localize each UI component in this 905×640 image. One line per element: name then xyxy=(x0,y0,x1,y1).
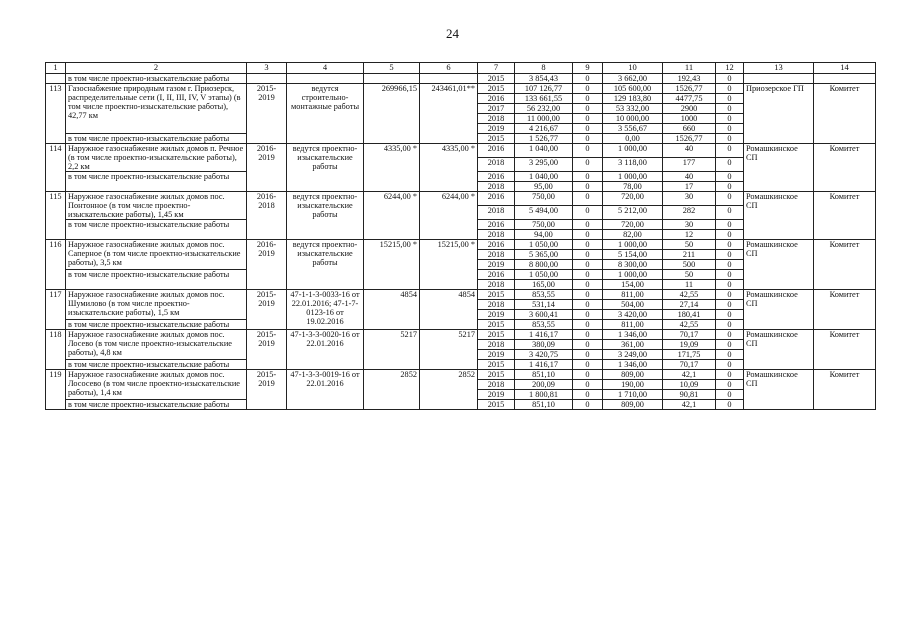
row-number-cell: 115 xyxy=(46,192,66,240)
local-cell: 90,81 xyxy=(663,390,716,400)
table-row xyxy=(46,84,876,94)
col-header: 8 xyxy=(515,63,573,74)
regional-cell: 3 556,67 xyxy=(603,124,663,134)
row-number-cell: 114 xyxy=(46,144,66,192)
total-cell: 107 126,77 xyxy=(515,84,573,94)
year-cell: 2015 xyxy=(478,84,515,94)
federal-cell: 0 xyxy=(573,280,603,290)
regional-cell: 10 000,00 xyxy=(603,114,663,124)
other-cell: 0 xyxy=(716,84,744,94)
remain-cell: 2852 xyxy=(420,370,478,410)
federal-cell: 0 xyxy=(573,172,603,182)
subtotal-label: в том числе проектно-изыскательские работы xyxy=(66,400,247,410)
total-cell: 56 232,00 xyxy=(515,104,573,114)
total-cell: 200,09 xyxy=(515,380,573,390)
subtotal-label: в том числе проектно-изыскательские работы xyxy=(66,320,247,330)
federal-cell: 0 xyxy=(573,350,603,360)
project-name-cell: Наружное газоснабжение жилых домов п. Речное (в том числе проектно-изыскательские работы), 2,2 км xyxy=(66,144,247,172)
regional-cell: 1 000,00 xyxy=(603,172,663,182)
federal-cell: 0 xyxy=(573,370,603,380)
year-cell: 2019 xyxy=(478,350,515,360)
federal-cell: 0 xyxy=(573,320,603,330)
local-cell: 42,1 xyxy=(663,400,716,410)
customer-cell: Комитет xyxy=(814,370,876,410)
local-cell: 180,41 xyxy=(663,310,716,320)
total-cell: 750,00 xyxy=(515,192,573,206)
row-number-cell: 118 xyxy=(46,330,66,370)
subtotal-label: в том числе проектно-изыскательские работы xyxy=(66,172,247,192)
col-header: 13 xyxy=(744,63,814,74)
other-cell: 0 xyxy=(716,270,744,280)
regional-cell: 3 118,00 xyxy=(603,158,663,172)
local-cell: 50 xyxy=(663,270,716,280)
settlement-cell: Ромашкинское СП xyxy=(744,240,814,290)
status-cell: 47-1-1-3-0033-16 от 22.01.2016; 47-1-7-0123-16 от 19.02.2016 xyxy=(287,290,364,330)
local-cell: 30 xyxy=(663,192,716,206)
year-cell: 2016 xyxy=(478,240,515,250)
settlement-cell: Ромашкинское СП xyxy=(744,330,814,370)
other-cell: 0 xyxy=(716,192,744,206)
local-cell: 40 xyxy=(663,144,716,158)
table-row xyxy=(46,370,876,380)
other-cell: 0 xyxy=(716,104,744,114)
year-cell: 2018 xyxy=(478,230,515,240)
other-cell: 0 xyxy=(716,260,744,270)
row-number-cell: 117 xyxy=(46,290,66,330)
project-name-cell: Наружное газоснабжение жилых домов пос. Саперное (в том числе проектно-изыскательские работы), 3,5 км xyxy=(66,240,247,270)
regional-cell: 811,00 xyxy=(603,320,663,330)
regional-cell: 504,00 xyxy=(603,300,663,310)
total-cell: 3 600,41 xyxy=(515,310,573,320)
total-cell: 5 365,00 xyxy=(515,250,573,260)
col-header: 3 xyxy=(247,63,287,74)
local-cell: 211 xyxy=(663,250,716,260)
empty-cell xyxy=(814,74,876,84)
local-cell: 1526,77 xyxy=(663,84,716,94)
table-row xyxy=(46,192,876,206)
year-cell: 2015 xyxy=(478,290,515,300)
regional-cell: 53 332,00 xyxy=(603,104,663,114)
customer-cell: Комитет xyxy=(814,192,876,240)
total-cell: 1 050,00 xyxy=(515,270,573,280)
year-cell: 2015 xyxy=(478,320,515,330)
other-cell: 0 xyxy=(716,280,744,290)
local-cell: 27,14 xyxy=(663,300,716,310)
cost-cell: 4854 xyxy=(364,290,420,330)
settlement-cell: Ромашкинское СП xyxy=(744,370,814,410)
year-cell: 2018 xyxy=(478,340,515,350)
federal-cell: 0 xyxy=(573,340,603,350)
total-cell: 3 854,43 xyxy=(515,74,573,84)
federal-cell: 0 xyxy=(573,220,603,230)
cost-cell: 6244,00 * xyxy=(364,192,420,240)
status-cell: ведутся проектно-изыскательские работы xyxy=(287,240,364,290)
col-header: 4 xyxy=(287,63,364,74)
project-name-cell: Наружное газоснабжение жилых домов пос. Лососево (в том числе проектно-изыскательские работы), 1,4 км xyxy=(66,370,247,400)
other-cell: 0 xyxy=(716,172,744,182)
other-cell: 0 xyxy=(716,182,744,192)
total-cell: 94,00 xyxy=(515,230,573,240)
table-row xyxy=(46,240,876,250)
total-cell: 165,00 xyxy=(515,280,573,290)
customer-cell: Комитет xyxy=(814,84,876,144)
col-header: 7 xyxy=(478,63,515,74)
cost-cell: 269966,15 xyxy=(364,84,420,144)
regional-cell: 1 000,00 xyxy=(603,270,663,280)
total-cell: 11 000,00 xyxy=(515,114,573,124)
cost-cell: 15215,00 * xyxy=(364,240,420,290)
regional-cell: 154,00 xyxy=(603,280,663,290)
local-cell: 192,43 xyxy=(663,74,716,84)
federal-cell: 0 xyxy=(573,84,603,94)
local-cell: 42,55 xyxy=(663,320,716,330)
other-cell: 0 xyxy=(716,360,744,370)
other-cell: 0 xyxy=(716,330,744,340)
remain-cell: 4854 xyxy=(420,290,478,330)
regional-cell: 1 710,00 xyxy=(603,390,663,400)
row-number-cell: 116 xyxy=(46,240,66,290)
year-cell: 2018 xyxy=(478,206,515,220)
row-number-cell: 119 xyxy=(46,370,66,410)
federal-cell: 0 xyxy=(573,290,603,300)
regional-cell: 0,00 xyxy=(603,134,663,144)
local-cell: 171,75 xyxy=(663,350,716,360)
empty-cell xyxy=(364,74,420,84)
regional-cell: 809,00 xyxy=(603,370,663,380)
other-cell: 0 xyxy=(716,124,744,134)
year-cell: 2019 xyxy=(478,310,515,320)
regional-cell: 129 183,80 xyxy=(603,94,663,104)
local-cell: 2900 xyxy=(663,104,716,114)
total-cell: 851,10 xyxy=(515,400,573,410)
federal-cell: 0 xyxy=(573,330,603,340)
settlement-cell: Приозерское ГП xyxy=(744,84,814,144)
cost-cell: 2852 xyxy=(364,370,420,410)
federal-cell: 0 xyxy=(573,310,603,320)
year-cell: 2016 xyxy=(478,192,515,206)
total-cell: 380,09 xyxy=(515,340,573,350)
federal-cell: 0 xyxy=(573,400,603,410)
other-cell: 0 xyxy=(716,310,744,320)
year-cell: 2016 xyxy=(478,144,515,158)
year-cell: 2016 xyxy=(478,220,515,230)
page-number: 24 xyxy=(446,26,459,41)
other-cell: 0 xyxy=(716,380,744,390)
col-header: 2 xyxy=(66,63,247,74)
table-row xyxy=(46,290,876,300)
regional-cell: 1 346,00 xyxy=(603,330,663,340)
subtotal-label: в том числе проектно-изыскательские работы xyxy=(66,360,247,370)
regional-cell: 5 154,00 xyxy=(603,250,663,260)
year-cell: 2019 xyxy=(478,390,515,400)
remain-cell: 4335,00 * xyxy=(420,144,478,192)
local-cell: 660 xyxy=(663,124,716,134)
federal-cell: 0 xyxy=(573,124,603,134)
year-cell: 2015 xyxy=(478,134,515,144)
investment-table xyxy=(45,62,876,410)
other-cell: 0 xyxy=(716,340,744,350)
subtotal-label: в том числе проектно-изыскательские работы xyxy=(66,74,247,84)
local-cell: 1000 xyxy=(663,114,716,124)
year-cell: 2016 xyxy=(478,94,515,104)
project-name-cell: Наружное газоснабжение жилых домов пос. Лосево (в том числе проектно-изыскательские работы), 4,8 км xyxy=(66,330,247,360)
local-cell: 70,17 xyxy=(663,330,716,340)
total-cell: 1 416,17 xyxy=(515,330,573,340)
federal-cell: 0 xyxy=(573,250,603,260)
year-cell: 2018 xyxy=(478,158,515,172)
settlement-cell: Ромашкинское СП xyxy=(744,192,814,240)
local-cell: 17 xyxy=(663,182,716,192)
empty-cell xyxy=(744,74,814,84)
local-cell: 42,55 xyxy=(663,290,716,300)
total-cell: 3 295,00 xyxy=(515,158,573,172)
customer-cell: Комитет xyxy=(814,290,876,330)
federal-cell: 0 xyxy=(573,206,603,220)
regional-cell: 1 346,00 xyxy=(603,360,663,370)
year-cell: 2017 xyxy=(478,104,515,114)
regional-cell: 361,00 xyxy=(603,340,663,350)
local-cell: 12 xyxy=(663,230,716,240)
local-cell: 4477,75 xyxy=(663,94,716,104)
local-cell: 40 xyxy=(663,172,716,182)
year-cell: 2018 xyxy=(478,380,515,390)
federal-cell: 0 xyxy=(573,380,603,390)
year-cell: 2019 xyxy=(478,124,515,134)
regional-cell: 3 420,00 xyxy=(603,310,663,320)
year-cell: 2018 xyxy=(478,182,515,192)
total-cell: 853,55 xyxy=(515,290,573,300)
status-cell: ведутся проектно-изыскательские работы xyxy=(287,144,364,192)
row-number-cell xyxy=(46,74,66,84)
col-header: 5 xyxy=(364,63,420,74)
year-cell: 2015 xyxy=(478,330,515,340)
col-header: 6 xyxy=(420,63,478,74)
regional-cell: 105 600,00 xyxy=(603,84,663,94)
regional-cell: 1 000,00 xyxy=(603,144,663,158)
table-row xyxy=(46,144,876,158)
local-cell: 50 xyxy=(663,240,716,250)
federal-cell: 0 xyxy=(573,144,603,158)
project-name-cell: Наружное газоснабжение жилых домов пос. Понтонное (в том числе проектно-изыскательские работы), 1,45 км xyxy=(66,192,247,220)
project-name-cell: Наружное газоснабжение жилых домов пос. Шумилово (в том числе проектно-изыскательские работы), 1,5 км xyxy=(66,290,247,320)
period-cell: 2016-2018 xyxy=(247,192,287,240)
year-cell: 2015 xyxy=(478,400,515,410)
col-header: 1 xyxy=(46,63,66,74)
local-cell: 500 xyxy=(663,260,716,270)
federal-cell: 0 xyxy=(573,134,603,144)
other-cell: 0 xyxy=(716,290,744,300)
customer-cell: Комитет xyxy=(814,144,876,192)
federal-cell: 0 xyxy=(573,158,603,172)
total-cell: 5 494,00 xyxy=(515,206,573,220)
other-cell: 0 xyxy=(716,220,744,230)
other-cell: 0 xyxy=(716,370,744,380)
total-cell: 133 661,55 xyxy=(515,94,573,104)
period-cell: 2015-2019 xyxy=(247,370,287,410)
other-cell: 0 xyxy=(716,300,744,310)
remain-cell: 15215,00 * xyxy=(420,240,478,290)
status-cell: ведутся строительно-монтажные работы xyxy=(287,84,364,144)
federal-cell: 0 xyxy=(573,182,603,192)
federal-cell: 0 xyxy=(573,104,603,114)
col-header: 14 xyxy=(814,63,876,74)
table-body xyxy=(46,74,876,410)
federal-cell: 0 xyxy=(573,300,603,310)
total-cell: 1 040,00 xyxy=(515,172,573,182)
subtotal-label: в том числе проектно-изыскательские работы xyxy=(66,134,247,144)
federal-cell: 0 xyxy=(573,270,603,280)
local-cell: 282 xyxy=(663,206,716,220)
federal-cell: 0 xyxy=(573,390,603,400)
customer-cell: Комитет xyxy=(814,240,876,290)
remain-cell: 243461,01** xyxy=(420,84,478,144)
remain-cell: 5217 xyxy=(420,330,478,370)
total-cell: 8 800,00 xyxy=(515,260,573,270)
local-cell: 30 xyxy=(663,220,716,230)
local-cell: 19,09 xyxy=(663,340,716,350)
year-cell: 2016 xyxy=(478,172,515,182)
federal-cell: 0 xyxy=(573,192,603,206)
remain-cell: 6244,00 * xyxy=(420,192,478,240)
col-header: 12 xyxy=(716,63,744,74)
year-cell: 2018 xyxy=(478,114,515,124)
regional-cell: 720,00 xyxy=(603,192,663,206)
subtotal-label: в том числе проектно-изыскательские работы xyxy=(66,220,247,240)
year-cell: 2018 xyxy=(478,250,515,260)
settlement-cell: Ромашкинское СП xyxy=(744,144,814,192)
other-cell: 0 xyxy=(716,240,744,250)
other-cell: 0 xyxy=(716,158,744,172)
status-cell: 47-1-3-3-0020-16 от 22.01.2016 xyxy=(287,330,364,370)
total-cell: 1 526,77 xyxy=(515,134,573,144)
other-cell: 0 xyxy=(716,390,744,400)
subtotal-label: в том числе проектно-изыскательские работы xyxy=(66,270,247,290)
empty-cell xyxy=(247,74,287,84)
regional-cell: 811,00 xyxy=(603,290,663,300)
period-cell: 2016-2019 xyxy=(247,240,287,290)
project-name-cell: Газоснабжение природным газом г. Приозерск, распределительные сети (I, II, III, IV, V этапы) (в том числе проектно-изыскательские работы), 42,77 км xyxy=(66,84,247,134)
period-cell: 2016-2019 xyxy=(247,144,287,192)
local-cell: 42,1 xyxy=(663,370,716,380)
local-cell: 1526,77 xyxy=(663,134,716,144)
year-cell: 2015 xyxy=(478,370,515,380)
customer-cell: Комитет xyxy=(814,330,876,370)
total-cell: 853,55 xyxy=(515,320,573,330)
col-header: 11 xyxy=(663,63,716,74)
total-cell: 531,14 xyxy=(515,300,573,310)
regional-cell: 5 212,00 xyxy=(603,206,663,220)
regional-cell: 78,00 xyxy=(603,182,663,192)
federal-cell: 0 xyxy=(573,74,603,84)
local-cell: 10,09 xyxy=(663,380,716,390)
col-header: 9 xyxy=(573,63,603,74)
total-cell: 1 040,00 xyxy=(515,144,573,158)
regional-cell: 809,00 xyxy=(603,400,663,410)
regional-cell: 1 000,00 xyxy=(603,240,663,250)
total-cell: 750,00 xyxy=(515,220,573,230)
other-cell: 0 xyxy=(716,114,744,124)
status-cell: ведутся проектно-изыскательские работы xyxy=(287,192,364,240)
other-cell: 0 xyxy=(716,250,744,260)
regional-cell: 3 249,00 xyxy=(603,350,663,360)
year-cell: 2016 xyxy=(478,270,515,280)
other-cell: 0 xyxy=(716,320,744,330)
federal-cell: 0 xyxy=(573,114,603,124)
local-cell: 11 xyxy=(663,280,716,290)
cost-cell: 5217 xyxy=(364,330,420,370)
empty-cell xyxy=(287,74,364,84)
year-cell: 2015 xyxy=(478,360,515,370)
settlement-cell: Ромашкинское СП xyxy=(744,290,814,330)
local-cell: 177 xyxy=(663,158,716,172)
other-cell: 0 xyxy=(716,350,744,360)
total-cell: 3 420,75 xyxy=(515,350,573,360)
header-row xyxy=(46,63,876,74)
regional-cell: 8 300,00 xyxy=(603,260,663,270)
table-row xyxy=(46,74,876,84)
federal-cell: 0 xyxy=(573,260,603,270)
federal-cell: 0 xyxy=(573,230,603,240)
total-cell: 4 216,67 xyxy=(515,124,573,134)
regional-cell: 190,00 xyxy=(603,380,663,390)
federal-cell: 0 xyxy=(573,94,603,104)
regional-cell: 720,00 xyxy=(603,220,663,230)
other-cell: 0 xyxy=(716,400,744,410)
total-cell: 1 800,81 xyxy=(515,390,573,400)
cost-cell: 4335,00 * xyxy=(364,144,420,192)
period-cell: 2015-2019 xyxy=(247,290,287,330)
other-cell: 0 xyxy=(716,94,744,104)
year-cell: 2018 xyxy=(478,300,515,310)
status-cell: 47-1-3-3-0019-16 от 22.01.2016 xyxy=(287,370,364,410)
other-cell: 0 xyxy=(716,230,744,240)
table-row xyxy=(46,330,876,340)
other-cell: 0 xyxy=(716,74,744,84)
row-number-cell: 113 xyxy=(46,84,66,144)
federal-cell: 0 xyxy=(573,240,603,250)
other-cell: 0 xyxy=(716,134,744,144)
total-cell: 95,00 xyxy=(515,182,573,192)
regional-cell: 82,00 xyxy=(603,230,663,240)
year-cell: 2018 xyxy=(478,280,515,290)
total-cell: 1 416,17 xyxy=(515,360,573,370)
period-cell: 2015-2019 xyxy=(247,330,287,370)
regional-cell: 3 662,00 xyxy=(603,74,663,84)
empty-cell xyxy=(420,74,478,84)
total-cell: 1 050,00 xyxy=(515,240,573,250)
local-cell: 70,17 xyxy=(663,360,716,370)
other-cell: 0 xyxy=(716,206,744,220)
total-cell: 851,10 xyxy=(515,370,573,380)
other-cell: 0 xyxy=(716,144,744,158)
col-header: 10 xyxy=(603,63,663,74)
year-cell: 2019 xyxy=(478,260,515,270)
year-cell: 2015 xyxy=(478,74,515,84)
federal-cell: 0 xyxy=(573,360,603,370)
period-cell: 2015-2019 xyxy=(247,84,287,144)
